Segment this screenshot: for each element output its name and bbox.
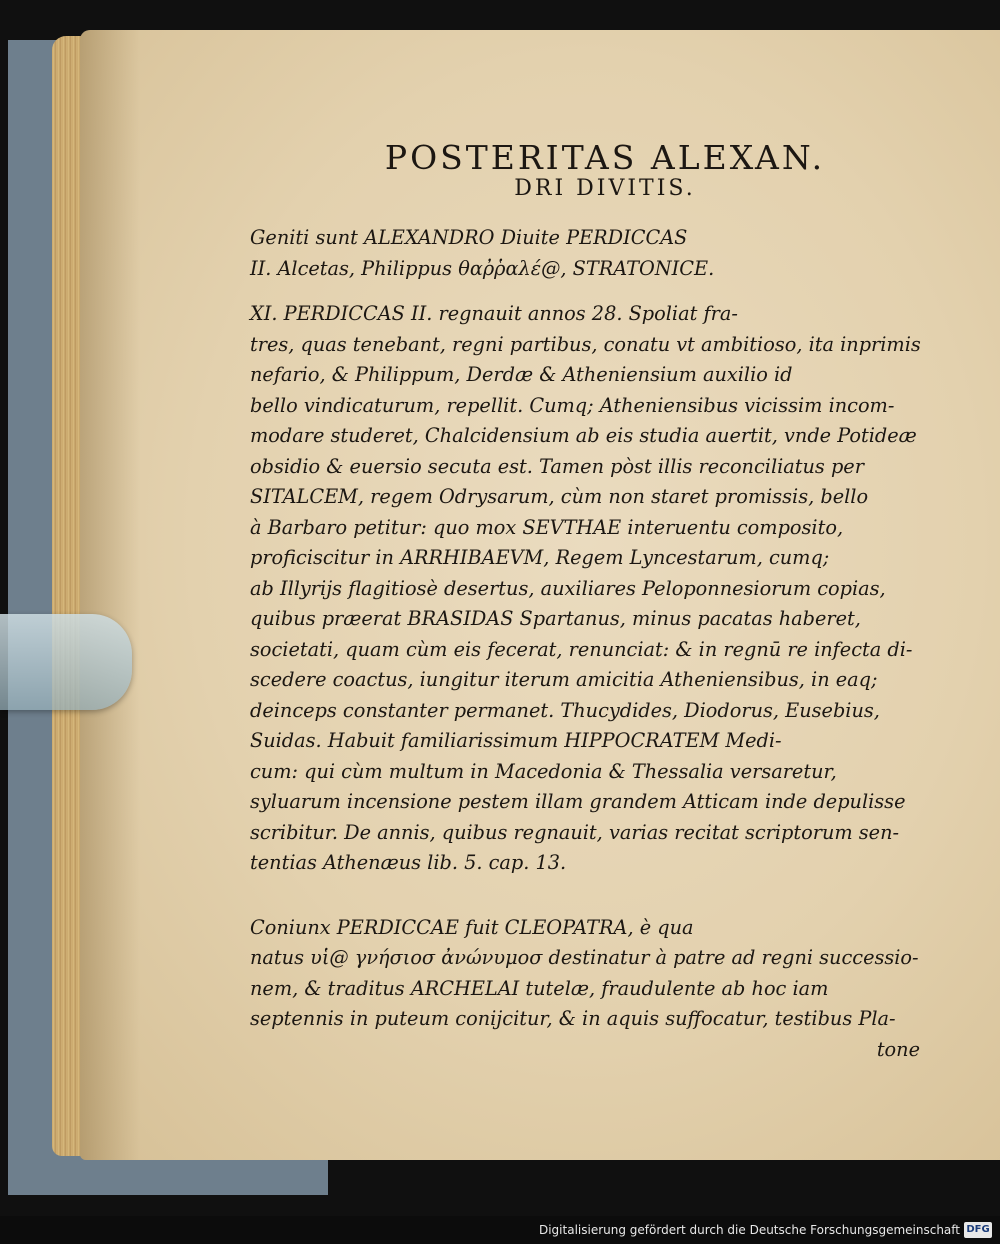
page-text — [250, 140, 920, 1065]
dfg-logo: DFG — [964, 1222, 992, 1238]
text-line: Suidas. Habuit familiarissimum HIPPOCRATEM Medi- — [250, 729, 782, 752]
page-gutter-shadow — [80, 30, 140, 1160]
text-line: bello vindicaturum, repellit. Cumq; Atheniensibus vicissim incom- — [250, 393, 895, 417]
funding-credit: Digitalisierung gefördert durch die Deutsche Forschungsgemeinschaft — [538, 1223, 960, 1237]
digitization-footer — [0, 1216, 1000, 1244]
text-line: scribitur. De annis, quibus regnauit, varias recitat scriptorum sen- — [250, 820, 900, 844]
catchword: tone — [876, 1037, 920, 1061]
text-line: SITALCEM, regem Odrysarum, cùm non staret promissis, bello — [250, 485, 869, 508]
text-line: II. Alcetas, Philippus θαῤῥαλέ@, STRATONICE. — [250, 256, 715, 280]
text-line: obsidio & euersio secuta est. Tamen pòst illis reconciliatus per — [250, 454, 864, 478]
paragraph-1 — [250, 223, 920, 284]
text-line: XI. PERDICCAS II. regnauit annos 28. Spoliat fra- — [250, 302, 738, 325]
text-line: Coniunx PERDICCAE fuit CLEOPATRA, è qua — [250, 915, 694, 939]
text-line: nefario, & Philippum, Derdæ & Atheniensium auxilio id — [250, 363, 793, 386]
paragraph-3 — [250, 913, 920, 1066]
text-line: septennis in puteum conijcitur, & in aquis suffocatur, testibus Pla- — [250, 1007, 896, 1030]
text-line: nem, & traditus ARCHELAI tutelæ, fraudulente ab hoc iam — [250, 976, 829, 1000]
chapter-heading: POSTERITAS ALEXAN. — [384, 138, 826, 177]
text-line: ab Illyrijs flagitiosè desertus, auxiliares Peloponnesiorum copias, — [250, 576, 886, 600]
text-line: à Barbaro petitur: quo mox SEVTHAE interuentu composito, — [250, 515, 844, 539]
text-line: deinceps constanter permanet. Thucydides, Diodorus, Eusebius, — [250, 698, 880, 722]
chapter-heading-continuation: DRI DIVITIS. — [514, 176, 696, 201]
text-line: societati, quam cùm eis fecerat, renunciat: & in regnū re infecta di- — [250, 637, 913, 661]
text-line: quibus præerat BRASIDAS Spartanus, minus pacatas haberet, — [250, 607, 861, 630]
text-line: cum: qui cùm multum in Macedonia & Thessalia versaretur, — [250, 759, 837, 783]
text-line: Geniti sunt ALEXANDRO Diuite PERDICCAS — [250, 226, 688, 249]
text-line: tres, quas tenebant, regni partibus, conatu vt ambitioso, ita inprimis — [250, 332, 921, 356]
glass-clip — [0, 614, 132, 710]
text-line: tentias Athenæus lib. 5. cap. 13. — [250, 851, 567, 874]
text-line: natus υἱ@ γνήσιοσ ἀνώνυμοσ destinatur à patre ad regni successio- — [250, 946, 919, 969]
text-line: modare studeret, Chalcidensium ab eis studia auertit, vnde Potideæ — [250, 424, 917, 447]
text-line: scedere coactus, iungitur iterum amicitia Atheniensibus, in eaq; — [250, 668, 878, 691]
text-line: syluarum incensione pestem illam grandem Atticam inde depulisse — [250, 790, 906, 813]
paragraph-2 — [250, 299, 920, 879]
text-line: proficiscitur in ARRHIBAEVM, Regem Lyncestarum, cumq; — [250, 546, 830, 569]
